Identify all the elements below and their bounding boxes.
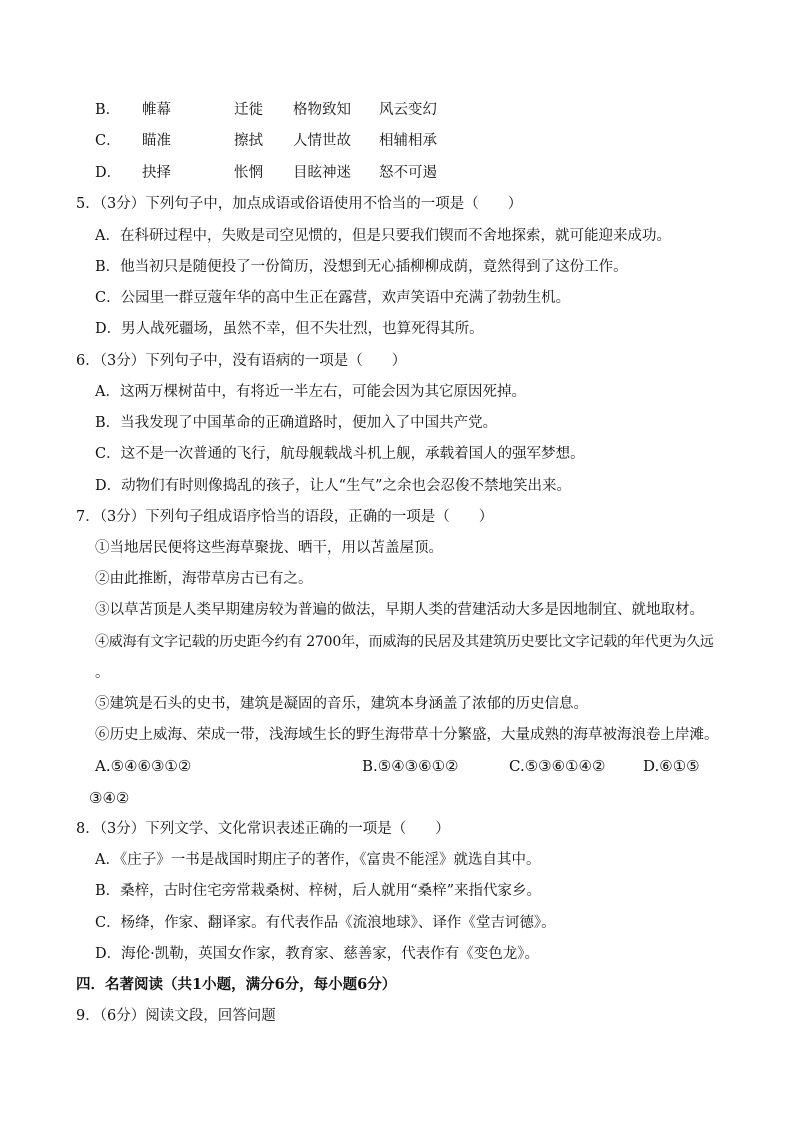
option-letter: C． xyxy=(95,133,121,149)
q6-option-c: C．这不是一次普通的飞行，航母舰载战斗机上舰，承载着国人的强军梦想。 xyxy=(95,446,585,462)
q6-option-b: B．当我发现了中国革命的正确道路时，便加入了中国共产党。 xyxy=(95,415,498,431)
word: 迁徙 xyxy=(234,102,263,118)
q5-option-d: D．男人战死疆场，虽然不幸，但不失壮烈，也算死得其所。 xyxy=(95,321,484,337)
word: 格物致知 xyxy=(293,102,351,118)
word: 怒不可遏 xyxy=(379,165,437,181)
q9-stem: 9．（6分）阅读文段，回答问题 xyxy=(76,1008,276,1024)
q7-sentence-3: ③以草苫顶是人类早期建房较为普遍的做法，早期人类的营建活动大多是因地制宜、就地取材。 xyxy=(95,602,704,618)
q8-stem: 8．（3分）下列文学、文化常识表述正确的一项是（ ） xyxy=(76,821,450,837)
word: 擦拭 xyxy=(234,133,263,149)
q7-sentence-4-end: 。 xyxy=(95,665,110,681)
q7-option-c: C.⑤③⑥①④② xyxy=(509,757,606,775)
q5-option-a: A．在科研过程中，失败是司空见惯的，但是只要我们锲而不舍地探索，就可能迎来成功。 xyxy=(95,228,671,244)
word: 相辅相承 xyxy=(379,133,437,149)
q8-option-a: A．《庄子》一书是战国时期庄子的著作，《富贵不能淫》就选自其中。 xyxy=(95,852,541,868)
q5-stem: 5．（3分）下列句子中，加点成语或俗语使用不恰当的一项是（ ） xyxy=(76,196,523,212)
q7-sentence-2: ②由此推断，海带草房古已有之。 xyxy=(95,571,313,587)
option-letter: D． xyxy=(95,165,122,181)
q7-option-a: A.⑤④⑥③①② xyxy=(95,757,192,775)
q5-option-b: B．他当初只是随便投了一份简历，没想到无心插柳柳成荫，竟然得到了这份工作。 xyxy=(95,259,628,275)
q8-option-c: C．杨绛，作家、翻译家。有代表作品《流浪地球》、译作《堂吉诃德》。 xyxy=(95,915,556,931)
q4-option-c xyxy=(95,131,437,151)
q7-stem: 7．（3分）下列句子组成语序恰当的语段，正确的一项是（ ） xyxy=(76,509,494,525)
q7-option-d: D.⑥①⑤ xyxy=(643,757,700,775)
q7-sentence-6: ⑥历史上威海、荣成一带，浅海域生长的野生海带草十分繁盛，大量成熟的海草被海浪卷上岸滩。 xyxy=(95,727,719,743)
q7-sentence-4: ④威海有文字记载的历史距今约有 2700年，而威海的民居及其建筑历史要比文字记载的年代更为久远 xyxy=(95,634,714,650)
q6-stem: 6．（3分）下列句子中，没有语病的一项是（ ） xyxy=(76,353,407,369)
q8-option-b: B．桑梓，古时住宅旁常栽桑树、梓树，后人就用“桑梓”来指代家乡。 xyxy=(95,883,541,899)
q7-option-d-cont: ③④② xyxy=(89,789,130,807)
word: 抉择 xyxy=(142,165,171,181)
word: 帷幕 xyxy=(142,102,171,118)
word: 瞄准 xyxy=(142,133,171,149)
q7-option-b: B.⑤④③⑥①② xyxy=(362,757,459,775)
q4-option-b xyxy=(95,100,437,120)
word: 风云变幻 xyxy=(379,102,437,118)
q8-option-d: D．海伦·凯勒，英国女作家，教育家、慈善家，代表作有《变色龙》。 xyxy=(95,946,539,962)
option-letter: B． xyxy=(95,102,121,118)
q4-option-d xyxy=(95,163,437,183)
word: 怅惘 xyxy=(234,165,263,181)
q5-option-c: C．公园里一群豆蔻年华的高中生正在露营，欢声笑语中充满了勃勃生机。 xyxy=(95,290,571,306)
section-4-heading: 四．名著阅读（共1小题，满分6分，每小题6分） xyxy=(76,976,397,993)
q6-option-a: A．这两万棵树苗中，有将近一半左右，可能会因为其它原因死掉。 xyxy=(95,384,526,400)
q7-sentence-5: ⑤建筑是石头的史书，建筑是凝固的音乐，建筑本身涵盖了浓郁的历史信息。 xyxy=(95,696,588,712)
q6-option-d: D．动物们有时则像捣乱的孩子，让人“生气”之余也会忍俊不禁地笑出来。 xyxy=(95,478,571,494)
word: 目眩神迷 xyxy=(293,165,351,181)
q7-sentence-1: ①当地居民便将这些海草聚拢、晒干，用以苫盖屋顶。 xyxy=(95,540,443,556)
word: 人情世故 xyxy=(293,133,351,149)
